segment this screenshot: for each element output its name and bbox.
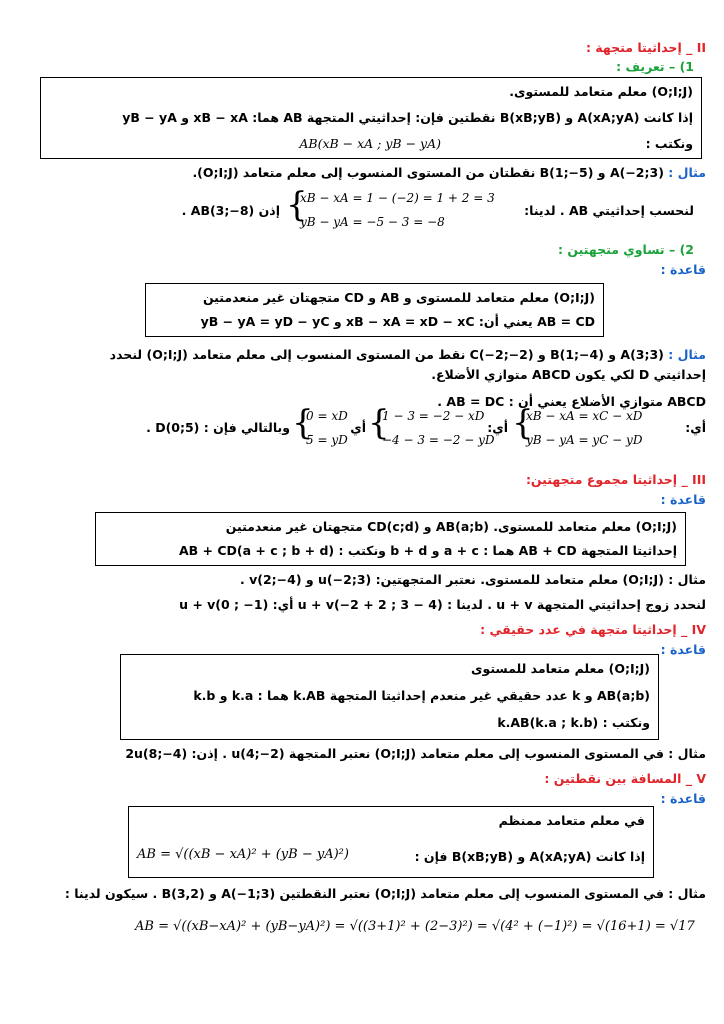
rule-label-1: قاعدة : [660, 262, 706, 277]
example-2-therefore: وبالتالي فإن : D(0;5) . [146, 420, 290, 435]
scalar-box [120, 654, 659, 740]
rule-label-3: قاعدة : [660, 642, 706, 657]
example-label: مثال : [668, 165, 706, 180]
sum-line-1: (O;I;J) معلم متعامد للمستوى. AB(a;b) و CD(c;d) متجهتان غير منعدمتين [225, 519, 677, 534]
scalar-line-1: (O;I;J) معلم متعامد للمستوى [471, 661, 650, 676]
system-c-line-2: 5 = yD [306, 433, 348, 447]
system-brace: { [512, 403, 534, 443]
example-1-system-line-1: xB − xA = 1 − (−2) = 1 + 2 = 3 [300, 191, 495, 205]
example-1-line-1 [18, 165, 706, 181]
sum-example-line-1: مثال : (O;I;J) معلم متعامد للمستوى. نعتبر المتجهتين: u(−2;3) و v(2;−4) . [239, 572, 706, 587]
section-2-title: II _ إحداثيتا متجهة : [585, 40, 706, 55]
system-c-line-1: 0 = xD [306, 409, 348, 423]
system-a-line-2: yB − yA = yC − yD [526, 433, 643, 447]
distance-line-1: في معلم متعامد ممنظم [498, 813, 645, 828]
example-2-line-2: إحداثيتي D لكي يكون ABCD متوازي الأضلاع. [431, 367, 706, 382]
definition-line-1: (O;I;J) معلم متعامد للمستوى. [509, 84, 693, 99]
distance-example-line-2: AB = √((xB−xA)² + (yB−yA)²) = √((3+1)² + (2−3)²) = √(4² + (−1)²) = √(16+1) = √17 [135, 919, 695, 934]
example-1-result: إذن AB(3;−8) . [181, 203, 280, 218]
scalar-example: مثال : في المستوى المنسوب إلى معلم متعامد (O;I;J) نعتبر المتجهة u(4;−2) . إذن: 2u(8;−4) [125, 746, 706, 761]
rule-label-2: قاعدة : [660, 492, 706, 507]
sum-example-line-2: لنحدد زوج إحداثيتي المتجهة u + v . لدينا : u + v(−2 + 2 ; 3 − 4) أي: u + v(0 ; −1) [179, 597, 706, 612]
system-brace: { [292, 403, 314, 443]
example-2-line-3: ABCD متوازي الأضلاع يعني أن : AB = DC . [437, 394, 706, 409]
system-brace: { [368, 403, 390, 443]
distance-formula: AB = √((xB − xA)² + (yB − yA)²) [137, 847, 349, 862]
section-5-title: V _ المسافة بين نقطتين : [544, 771, 706, 786]
sum-box [95, 512, 686, 566]
distance-line-2: إذا كانت A(xA;yA) و B(xB;yB) فإن : [414, 849, 645, 864]
example-2-line-1 [18, 347, 706, 363]
equality-line-2: AB = CD يعني أن: xB − xA = xD − xC و yB − yA = yD − yC [200, 314, 595, 329]
scalar-line-2: AB(a;b) و k عدد حقيقي غير منعدم إحداثيتا المتجهة k.AB هما : k.a و k.b [193, 688, 650, 703]
system-brace: { [286, 185, 308, 225]
distance-example-line-1: مثال : في المستوى المنسوب إلى معلم متعامد (O;I;J) نعتبر النقطتين A(−1;3) و B(3,2) . سيكون لدينا : [64, 886, 706, 901]
example-1-line-2: لنحسب إحداثيتي AB . لدينا: [524, 203, 694, 218]
rule-label-4: قاعدة : [660, 791, 706, 806]
equality-title: 2) – تساوي متجهتين : [558, 242, 694, 257]
section-3-title: III _ إحداثيتا مجموع متجهتين: [525, 472, 706, 487]
system-a-line-1: xB − xA = xC − xD [526, 409, 643, 423]
definition-line-2: إذا كانت A(xA;yA) و B(xB;yB) نقطتين فإن: إحداثيتي المتجهة AB هما: xB − xA و yB − yA [122, 110, 693, 125]
example-2-ai-1: أي: [685, 420, 706, 435]
distance-box [128, 806, 654, 878]
example-2-ai-3: أي [350, 420, 366, 435]
definition-line-3-label: ونكتب : [645, 136, 693, 151]
example-1-system-line-2: yB − yA = −5 − 3 = −8 [300, 215, 445, 229]
equality-line-1: (O;I;J) معلم متعامد للمستوى و AB و CD متجهتان غير منعدمتين [202, 290, 595, 305]
equality-box [145, 283, 604, 337]
definition-title: 1) – تعريف : [616, 59, 694, 74]
system-b-line-2: −4 − 3 = −2 − yD [382, 433, 495, 447]
definition-box [40, 77, 702, 159]
example-2-text: A(3;3) و B(1;−4) و C(−2;−2) نقط من المستوى المنسوب إلى معلم متعامد (O;I;J) لنحدد [109, 347, 664, 362]
example-label: مثال : [668, 347, 706, 362]
definition-line-3-math: AB(xB − xA ; yB − yA) [299, 136, 441, 151]
section-4-title: IV _ إحداثيتا متجهة في عدد حقيقي : [480, 622, 706, 637]
example-2-ai-2: أي: [487, 420, 508, 435]
scalar-line-3: ونكتب : k.AB(k.a ; k.b) [497, 715, 650, 730]
example-1-text: A(−2;3) و B(1;−5) نقطتان من المستوى المنسوب إلى معلم متعامد (O;I;J). [192, 165, 664, 180]
sum-line-2: إحداثيتا المتجهة AB + CD هما : a + c و b + d ونكتب : AB + CD(a + c ; b + d) [178, 543, 677, 558]
system-b-line-1: 1 − 3 = −2 − xD [382, 409, 485, 423]
